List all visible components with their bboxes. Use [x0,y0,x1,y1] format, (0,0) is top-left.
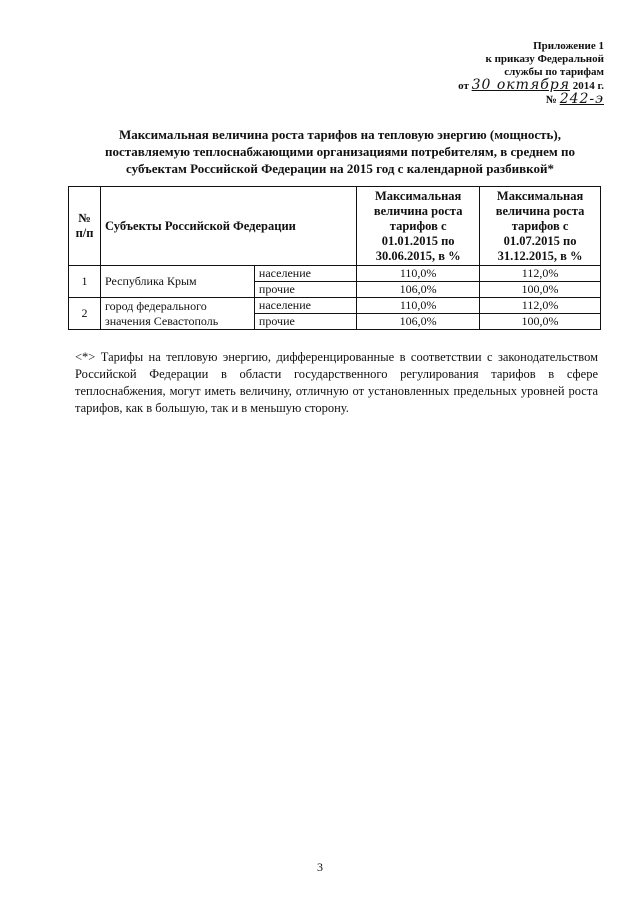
row-subject: Республика Крым [101,266,255,298]
handwritten-date: 30 октября [471,77,570,93]
header-subject: Субъекты Российской Федерации [101,187,357,266]
row-value-period-1: 106,0% [357,282,480,298]
header-period-2: Максимальная величина роста тарифов с 01.07.2015 по 31.12.2015, в % [480,187,601,266]
row-value-period-1: 110,0% [357,266,480,282]
handwritten-number: 242-э [559,91,604,107]
row-group: население [254,298,356,314]
table-row [69,298,601,314]
row-value-period-1: 110,0% [357,298,480,314]
number-prefix: № [545,94,557,106]
row-value-period-2: 112,0% [480,298,601,314]
annex-line-3: службы по тарифам [504,66,604,78]
row-group: прочие [254,282,356,298]
row-subject: город федерального значения Севастополь [101,298,255,330]
footnote: <*> Тарифы на тепловую энергию, дифференцированные в соответствии с законодательством Российской Федерации в области государственного регулирования тарифов в сфере теплоснабжения, могут иметь величину, отличную от установленных предельных уровней роста тарифов, как в большую, так и в меньшую сторону. [75,350,598,415]
date-year: 2014 г. [572,80,604,92]
row-num: 1 [69,266,101,298]
row-group: прочие [254,314,356,330]
annex-header [458,40,604,107]
annex-line-2: к приказу Федеральной [485,53,604,65]
header-period-1: Максимальная величина роста тарифов с 01.01.2015 по 30.06.2015, в % [357,187,480,266]
date-prefix: от [458,80,469,92]
tariff-table [68,186,601,330]
header-num: № п/п [69,187,101,266]
annex-number-line [458,93,604,107]
row-num: 2 [69,298,101,330]
annex-line-1: Приложение 1 [533,40,604,52]
row-value-period-2: 100,0% [480,314,601,330]
page-number: 3 [317,860,323,874]
row-value-period-2: 112,0% [480,266,601,282]
table-header-row [69,187,601,266]
table-row [69,266,601,282]
row-value-period-1: 106,0% [357,314,480,330]
row-group: население [254,266,356,282]
document-title: Максимальная величина роста тарифов на тепловую энергию (мощность), поставляемую теплоснабжающими организациями потребителям, в среднем по субъектам Российской Федерации на 2015 год с календарной разбивкой* [104,127,576,176]
row-value-period-2: 100,0% [480,282,601,298]
